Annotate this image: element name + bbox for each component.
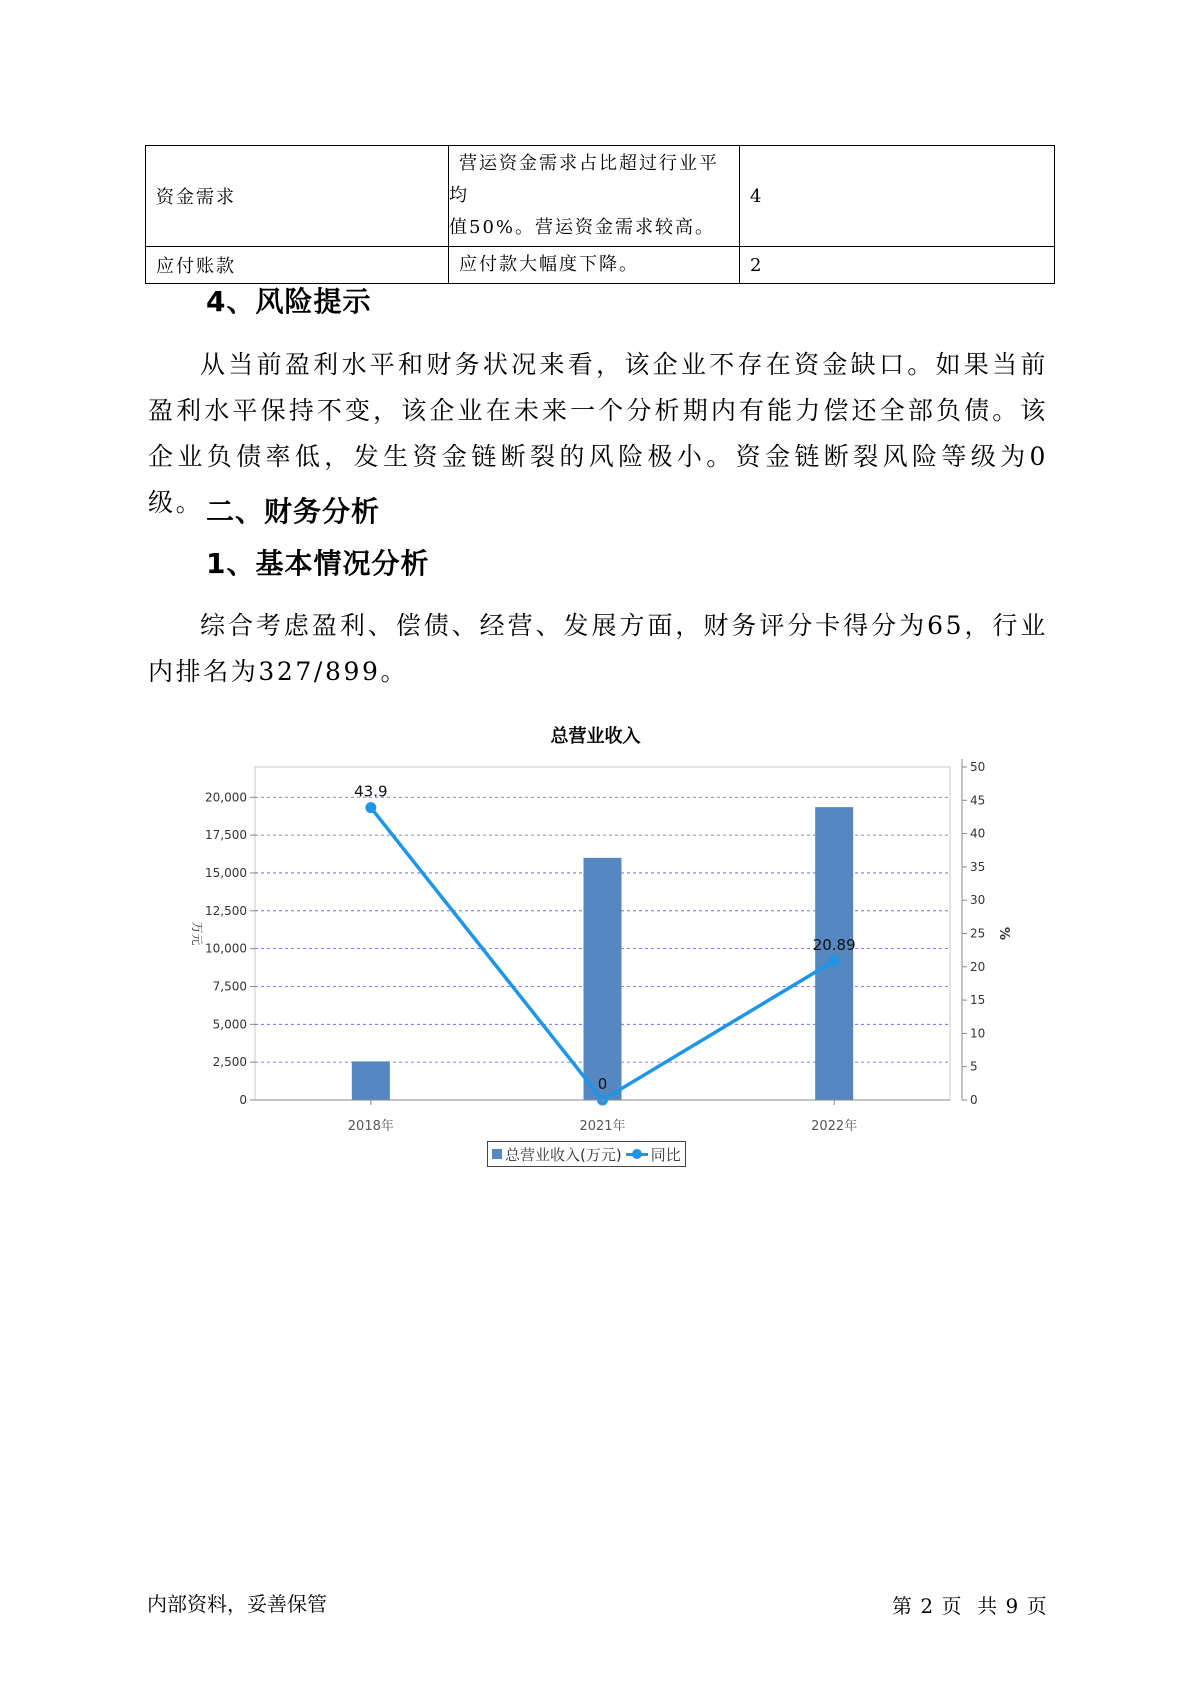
x-tick-label: 2022年 [811, 1119, 858, 1134]
risk-paragraph: 从当前盈利水平和财务状况来看，该企业不存在资金缺口。如果当前盈利水平保持不变，该企业在未来一个分析期内有能力偿还全部负债。该企业负债率低，发生资金链断裂的风险极小。资金链断裂风险等级为0级。 [148, 350, 1048, 517]
legend-label-line: 同比 [650, 1145, 681, 1164]
footer-confidential: 内部资料，妥善保管 [147, 1592, 327, 1616]
yoy-point [365, 802, 376, 813]
y-right-tick-label: 25 [970, 926, 986, 941]
y-tick-label: 0 [239, 1093, 247, 1107]
risk-score-cell: 4 [740, 146, 1055, 247]
page-prefix: 第 [892, 1594, 913, 1618]
risk-description-line: 值50%。营运资金需求较高。 [449, 217, 716, 238]
chart-title: 总营业收入 [550, 726, 641, 747]
page-mid: 页 共 [941, 1594, 999, 1618]
y-right-tick-label: 45 [970, 793, 986, 808]
y-tick-label: 15,000 [205, 865, 247, 880]
y-right-axis-title: % [996, 926, 1011, 941]
legend-line-swatch [626, 1153, 648, 1156]
data-label: 43.9 [354, 782, 388, 801]
risk-item-cell: 应付账款 [146, 247, 449, 284]
y-tick-label: 10,000 [205, 941, 247, 956]
subsection-heading-basic: 1、基本情况分析 [206, 547, 430, 580]
y-right-tick-label: 5 [970, 1059, 978, 1074]
y-tick-label: 5,000 [212, 1017, 247, 1032]
y-right-tick-label: 0 [970, 1093, 978, 1107]
bar [352, 1061, 390, 1100]
table-row [146, 247, 1055, 284]
data-label: 0 [597, 1075, 608, 1093]
data-label: 20.89 [812, 935, 856, 954]
risk-description-cell [449, 146, 740, 247]
y-right-tick-label: 30 [970, 893, 986, 908]
section-heading-risk: 4、风险提示 [206, 285, 372, 318]
y-right-tick-label: 15 [970, 993, 986, 1008]
page-suffix: 页 [1026, 1594, 1048, 1618]
x-tick-label: 2018年 [347, 1119, 394, 1134]
y-axis-title: 万元 [190, 921, 204, 946]
footer-page-number [892, 1590, 1048, 1619]
x-tick-label: 2021年 [579, 1119, 626, 1134]
chart-legend [487, 1141, 686, 1167]
y-tick-label: 20,000 [205, 790, 247, 805]
y-tick-label: 7,500 [212, 979, 247, 994]
y-right-tick-label: 20 [970, 959, 986, 974]
y-tick-label: 2,500 [212, 1055, 247, 1070]
risk-table [145, 145, 1055, 284]
y-right-tick-label: 40 [970, 826, 986, 841]
bar [584, 858, 622, 1100]
page-current: 2 [920, 1594, 935, 1618]
revenue-chart [0, 740, 1191, 1140]
yoy-point [829, 955, 840, 966]
y-right-tick-label: 35 [970, 859, 986, 874]
legend-bar-swatch [492, 1149, 502, 1159]
risk-score-cell: 2 [740, 247, 1055, 284]
section-heading-finance: 二、财务分析 [206, 495, 381, 528]
y-tick-label: 12,500 [205, 903, 247, 918]
risk-description-line: 应付款大幅度下降。 [459, 254, 639, 275]
risk-description-line: 营运资金需求占比超过行业平均 [449, 153, 719, 206]
finance-paragraph: 综合考虑盈利、偿债、经营、发展方面，财务评分卡得分为65，行业内排名为327/899。 [148, 611, 1048, 686]
y-right-tick-label: 10 [970, 1026, 986, 1041]
risk-item-cell: 资金需求 [146, 146, 449, 247]
y-right-tick-label: 50 [970, 760, 986, 774]
table-row [146, 146, 1055, 247]
legend-label-bar: 总营业收入(万元) [505, 1145, 622, 1164]
risk-description-cell [449, 247, 740, 284]
y-tick-label: 17,500 [205, 828, 247, 843]
page-total: 9 [1005, 1594, 1020, 1618]
